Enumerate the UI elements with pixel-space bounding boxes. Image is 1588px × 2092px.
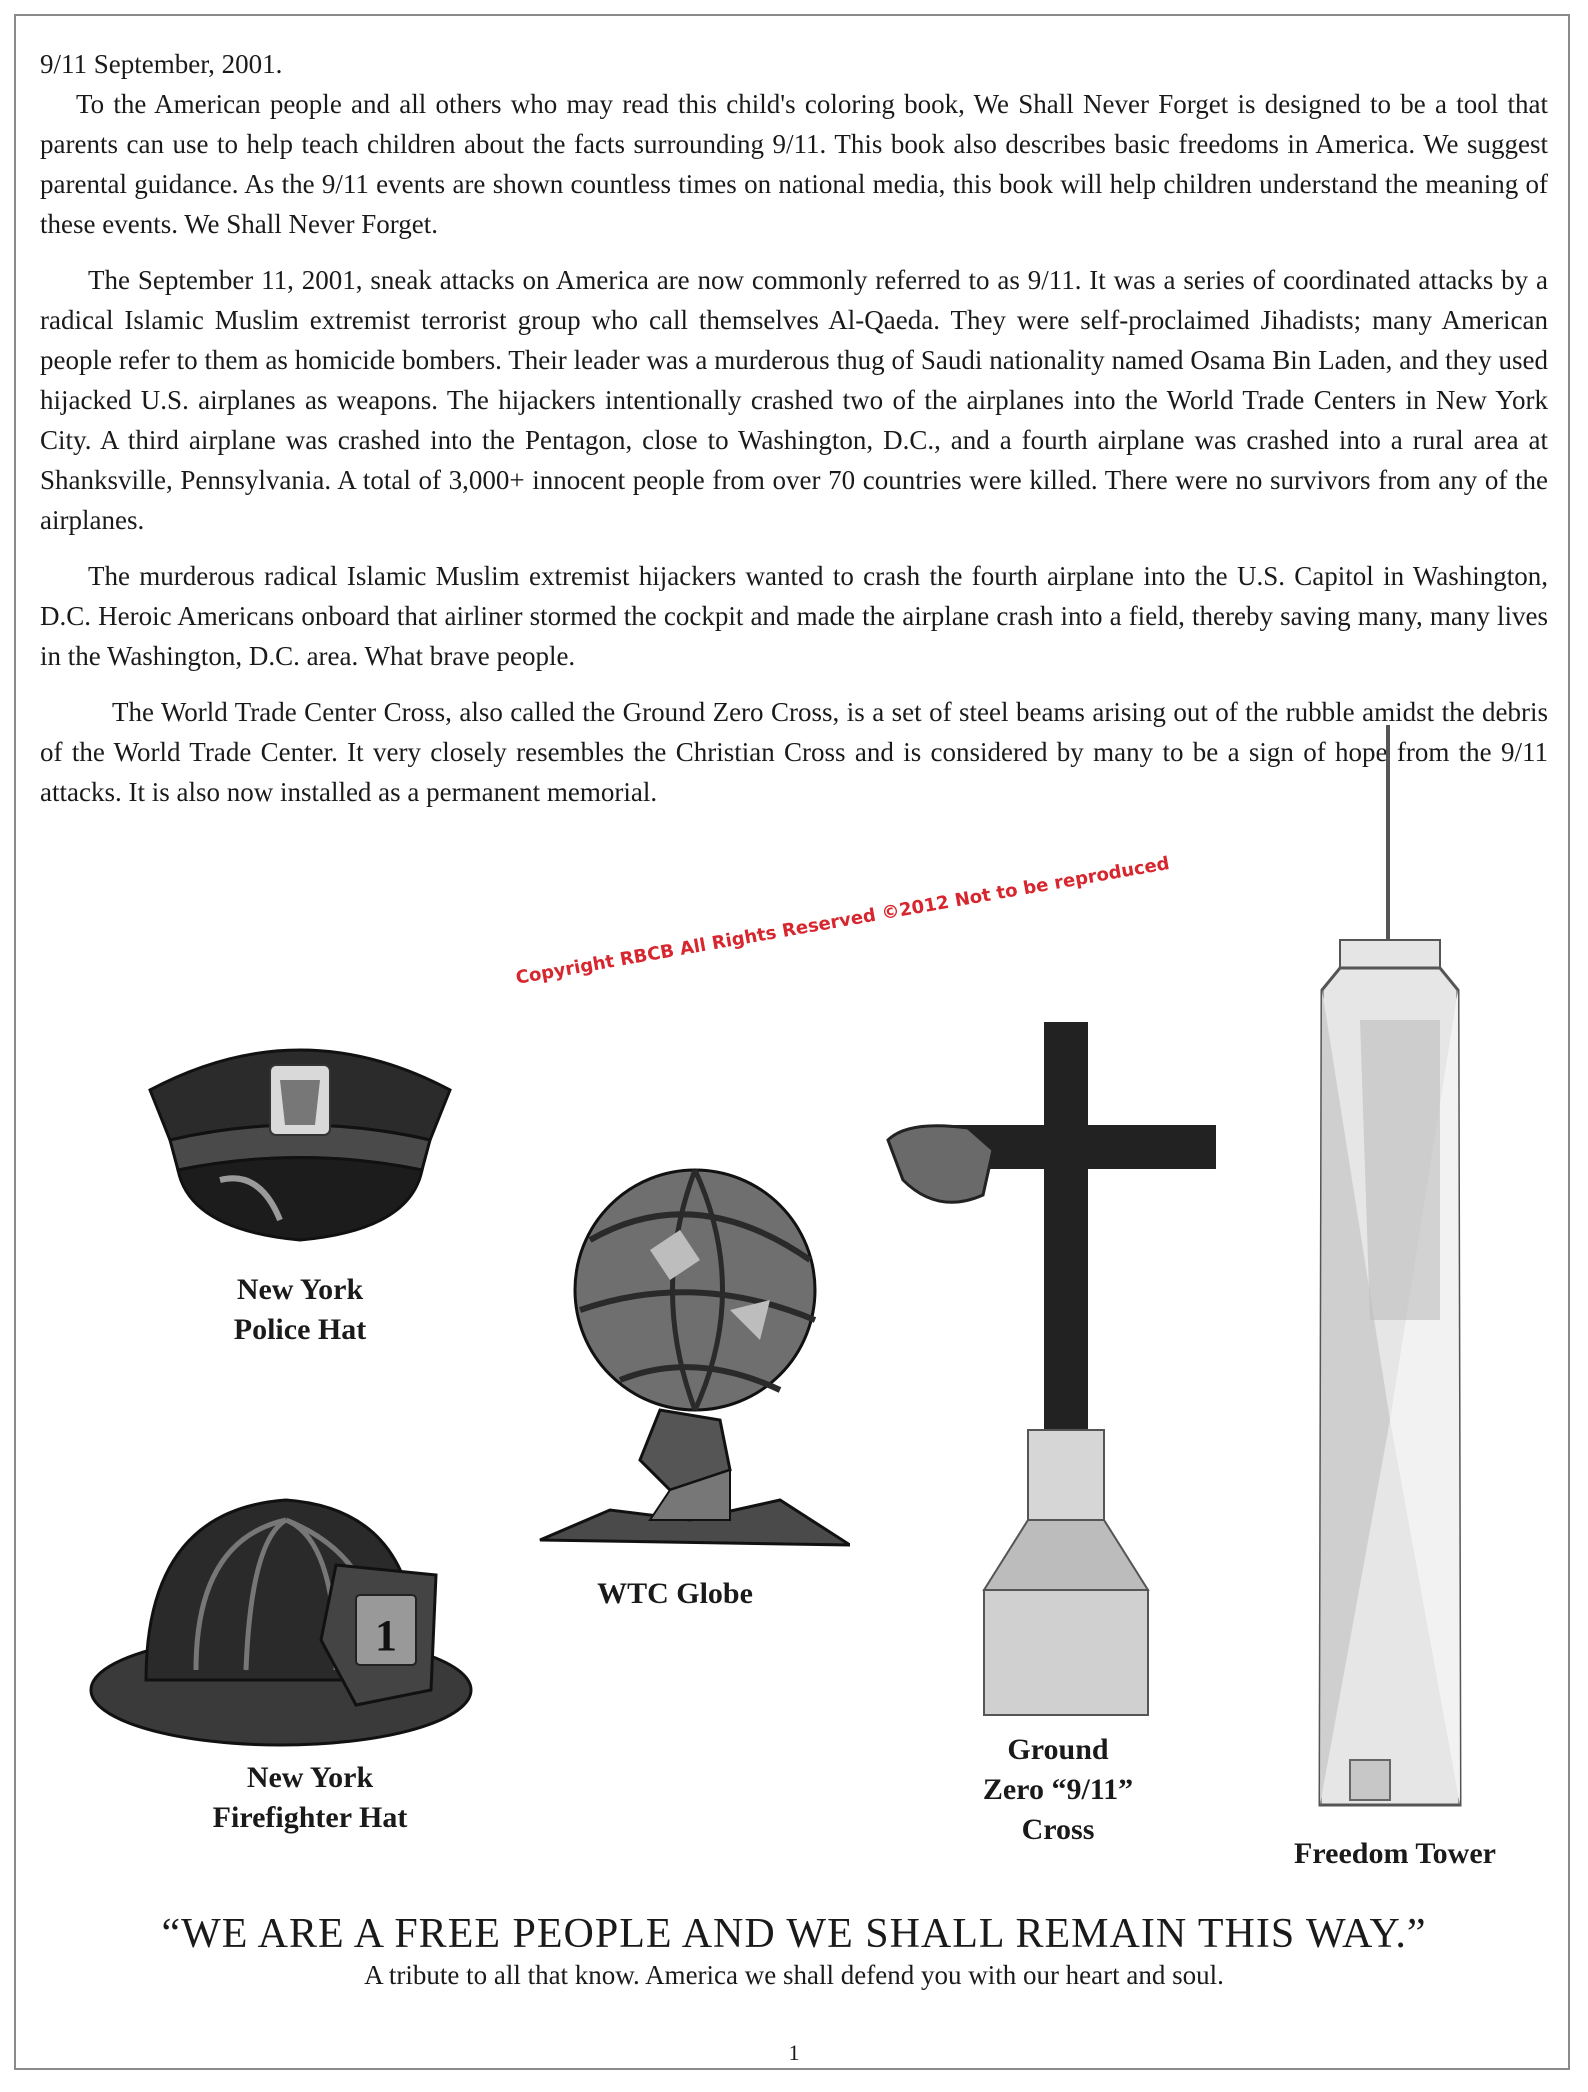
freedom-tower-illustration	[1300, 720, 1500, 1820]
cross-label	[958, 1730, 1158, 1850]
badge-number: 1	[375, 1611, 397, 1660]
paragraph-attacks: The September 11, 2001, sneak attacks on America are now commonly referred to as 9/11. It was a series of coordinated attacks by a radical Islamic Muslim extremist terrorist group who call themselves Al-Qaeda. They were self-proclaimed Jihadists; many American people refer to them as homicide bombers. Their leader was a murderous thug of Saudi nationality named Osama Bin Laden, and they used hijacked U.S. airplanes as weapons. The hijackers intentionally crashed two of the airplanes into the World Trade Centers in New York City. A third airplane was crashed into the Pentagon, close to Washington, D.C., and a fourth airplane was crashed into a rural area at Shanksville, Pennsylvania. A total of 3,000+ innocent people from over 70 countries were killed. There were no survivors from any of the airplanes.	[40, 265, 1548, 535]
paragraph-intro: To the American people and all others who may read this child's coloring book, We Shall Never Forget is designed to be a tool that parents can use to help teach children about the facts surrounding 9/11. This book also describes basic freedoms in America. We suggest parental guidance. As the 9/11 events are shown countless times on national media, this book will help children understand the meaning of these events. We Shall Never Forget.	[40, 89, 1548, 239]
closing-quote: “WE ARE A FREE PEOPLE AND WE SHALL REMAIN THIS WAY.”	[161, 1911, 1427, 1957]
tribute-line: A tribute to all that know. America we shall defend you with our heart and soul.	[364, 1960, 1224, 1990]
firefighter-hat-illustration	[86, 1480, 476, 1760]
freedom-tower-label: Freedom Tower	[1294, 1837, 1496, 1870]
police-hat-illustration	[130, 1030, 470, 1250]
police-hat-label-line2: Police Hat	[233, 1313, 367, 1346]
paragraph-cross: The World Trade Center Cross, also called the Ground Zero Cross, is a set of steel beams arising out of the rubble amidst the debris of the World Trade Center. It very closely resembles the Christian Cross and is considered by many to be a sign of hope from the 9/11 attacks. It is also now installed as a permanent memorial.	[40, 697, 1548, 807]
firefighter-hat-label-line2: Firefighter Hat	[212, 1801, 408, 1834]
paragraph-heroes: The murderous radical Islamic Muslim extremist hijackers wanted to crash the fourth airplane into the U.S. Capitol in Washington, D.C. Heroic Americans onboard that airliner stormed the cockpit and made the airplane crash into a field, thereby saving many, many lives in the Washington, D.C. area. What brave people.	[40, 561, 1548, 671]
firefighter-hat-label-line1: New York	[246, 1761, 374, 1794]
ground-zero-cross-illustration	[878, 1020, 1228, 1720]
police-hat-label	[150, 1270, 450, 1350]
wtc-globe-label: WTC Globe	[597, 1577, 753, 1610]
wtc-globe-illustration	[530, 1160, 850, 1560]
police-hat-label-line1: New York	[236, 1273, 364, 1306]
date-line: 9/11 September, 2001.	[40, 49, 283, 79]
cross-label-line3: Cross	[1021, 1813, 1095, 1846]
cross-label-line2: Zero “9/11”	[982, 1773, 1134, 1806]
page-number: 1	[788, 2040, 800, 2065]
firefighter-hat-label	[150, 1758, 470, 1838]
cross-label-line1: Ground	[1007, 1733, 1109, 1766]
intro-text	[40, 44, 1548, 828]
copyright-watermark: Copyright RBCB All Rights Reserved ©2012 Not to be reproduced	[514, 852, 1172, 989]
